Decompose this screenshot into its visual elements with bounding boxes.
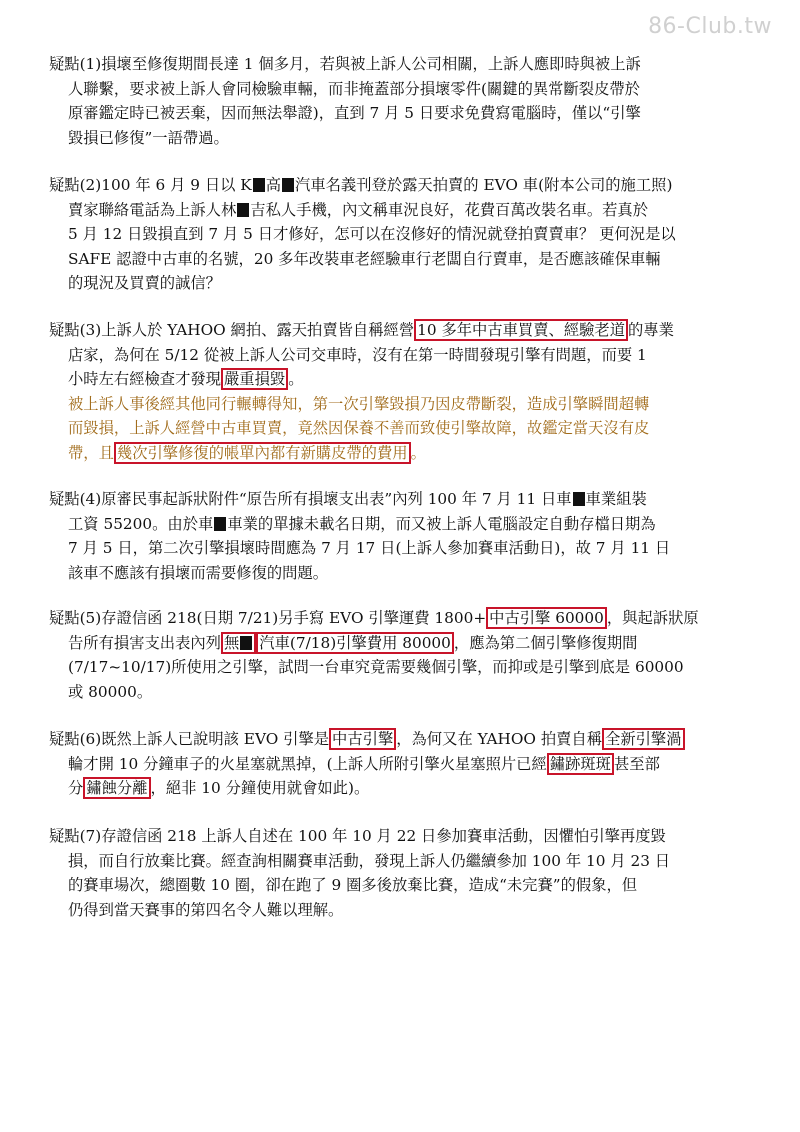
- highlighted-text-line: [49, 392, 757, 417]
- text-segment: 疑點(6)既然上訴人已說明該 EVO 引擎是: [49, 730, 330, 748]
- redaction-block: [282, 178, 294, 192]
- text-segment: 。: [288, 370, 304, 389]
- text-segment: 高: [265, 176, 282, 194]
- boxed-emphasis: 中古引擎 60000: [486, 607, 607, 629]
- text-segment: 損，而自行放棄比賽。經查詢相關賽車活動，發現上訴人仍繼續參加 100 年 10 月 23 日: [68, 851, 671, 870]
- text-segment: 7 月 5 日，第二次引擎損壞時間應為 7 月 17 日(上訴人參加賽車活動日)，故 7 月 11 日: [68, 539, 671, 558]
- boxed-emphasis: 中古引擎: [329, 728, 396, 750]
- text-line: [49, 727, 757, 752]
- text-segment: 疑點(4)原審民事起訴狀附件“原告所有損壞支出表”內列 100 年 7 月 11 日車: [49, 490, 572, 508]
- text-segment: 被上訴人事後經其他同行輾轉得知，第一次引擎毀損乃因皮帶斷裂，造成引擎瞬間超轉: [68, 394, 650, 413]
- redaction-block: [573, 492, 585, 506]
- text-line: [49, 631, 757, 656]
- text-line: [49, 487, 757, 512]
- text-line: [49, 680, 757, 705]
- text-line: [49, 898, 757, 923]
- text-segment: 告所有損害支出表內列: [68, 633, 221, 652]
- boxed-emphasis: 10 多年中古車買賣、經驗老道: [414, 319, 628, 341]
- text-segment: 或 80000。: [68, 682, 153, 701]
- text-segment: 疑點(3)上訴人於 YAHOO 網拍、露天拍賣皆自稱經營: [49, 321, 415, 339]
- text-segment: 原審鑑定時已被丟棄，因而無法舉證)，直到 7 月 5 日要求免費寫電腦時，僅以“引擎: [68, 104, 641, 123]
- text-segment: (7/17~10/17)所使用之引擎，試問一台車究竟需要幾個引擎，而抑或是引擎到底是 60000: [68, 658, 684, 677]
- redaction-block: [237, 203, 249, 217]
- text-segment: 疑點(2)100 年 6 月 9 日以 K: [49, 176, 252, 194]
- text-line: [49, 271, 757, 296]
- redaction-block: [253, 178, 265, 192]
- text-segment: 的專業: [628, 321, 674, 339]
- text-segment: 仍得到當天賽事的第四名令人難以理解。: [68, 900, 344, 919]
- boxed-emphasis: 嚴重損毀: [221, 368, 288, 390]
- text-line: [49, 318, 757, 343]
- text-segment: 5 月 12 日毀損直到 7 月 5 日才修好，怎可以在沒修好的情況就登拍賣賣車？ 更何況是以: [68, 225, 676, 244]
- text-segment: 疑點(5)存證信函 218(日期 7/21)另手寫 EVO 引擎運費 1800+: [49, 609, 487, 627]
- text-line: [49, 536, 757, 561]
- text-line: [49, 776, 757, 801]
- text-segment: ，應為第二個引擎修復期間: [453, 633, 638, 652]
- text-segment: SAFE 認證中古車的名號，20 多年改裝車老經驗車行老闆自行賣車，是否應該確保車輛: [68, 249, 661, 268]
- doubt-paragraph-5: [49, 606, 757, 704]
- text-line: [49, 824, 757, 849]
- text-line: [49, 561, 757, 586]
- text-segment: 的現況及買賣的誠信？: [68, 274, 221, 293]
- boxed-emphasis: 鏽蝕分離: [83, 777, 150, 799]
- doubt-paragraph-1: [49, 52, 757, 150]
- text-line: [49, 752, 757, 777]
- text-line: [49, 247, 757, 272]
- text-line: [49, 101, 757, 126]
- text-segment: 人聯繫，要求被上訴人會同檢驗車輛，而非掩蓋部分損壞零件(關鍵的異常斷裂皮帶於: [68, 79, 640, 98]
- doubt-paragraph-3: [49, 318, 757, 466]
- text-segment: ，與起訴狀原: [606, 609, 699, 627]
- text-segment: 分: [68, 779, 84, 798]
- boxed-emphasis: 無: [221, 632, 256, 654]
- boxed-emphasis: 全新引擎渦: [602, 728, 685, 750]
- text-line: [49, 655, 757, 680]
- text-line: [49, 173, 757, 198]
- redaction-block: [240, 636, 252, 650]
- text-segment: 疑點(7)存證信函 218 上訴人自述在 100 年 10 月 22 日參加賽車活動，因懼怕引擎再度毀: [49, 827, 666, 845]
- text-segment: 汽車名義刊登於露天拍賣的 EVO 車(附本公司的施工照): [295, 176, 673, 194]
- text-segment: 該車不應該有損壞而需要修復的問題。: [68, 563, 329, 582]
- text-segment: 車業組裝: [585, 490, 647, 508]
- text-segment: 工資 55200。由於車: [68, 514, 214, 533]
- text-segment: 帶，且: [68, 443, 114, 462]
- highlighted-text-line: [49, 416, 757, 441]
- text-line: [49, 52, 757, 77]
- site-watermark: 86-Club.tw: [648, 14, 772, 39]
- text-segment: 輪才開 10 分鐘車子的火星塞就黑掉，(上訴人所附引擎火星塞照片已經: [68, 754, 547, 773]
- text-line: [49, 367, 757, 392]
- doubt-paragraph-2: [49, 173, 757, 296]
- text-segment: 。: [410, 443, 426, 462]
- text-line: [49, 873, 757, 898]
- doubt-paragraph-4: [49, 487, 757, 585]
- text-line: [49, 849, 757, 874]
- text-segment: 小時左右經檢查才發現: [68, 370, 221, 389]
- text-segment: 疑點(1)損壞至修復期間長達 1 個多月，若與被上訴人公司相關，上訴人應即時與被上訴: [49, 55, 641, 73]
- doubt-paragraph-6: [49, 727, 757, 801]
- text-segment: 的賽車場次，總圈數 10 圈，卻在跑了 9 圈多後放棄比賽，造成“未完賽”的假象，但: [68, 876, 638, 895]
- boxed-emphasis: 幾次引擎修復的帳單內都有新購皮帶的費用: [114, 442, 411, 464]
- text-segment: ，為何又在 YAHOO 拍賣自稱: [396, 730, 603, 748]
- text-segment: 甚至部: [613, 754, 660, 773]
- text-line: [49, 606, 757, 631]
- text-line: [49, 512, 757, 537]
- text-segment: 吉私人手機，內文稱車況良好，花費百萬改裝名車。若真於: [250, 200, 649, 219]
- text-line: [49, 343, 757, 368]
- boxed-emphasis: 汽車(7/18)引擎費用 80000: [256, 632, 454, 654]
- text-segment: 車業的單據未載名日期，而又被上訴人電腦設定自動存檔日期為: [227, 514, 656, 533]
- text-segment: ，絕非 10 分鐘使用就會如此)。: [150, 779, 370, 798]
- text-segment: 而毀損，上訴人經營中古車買賣，竟然因保養不善而致使引擎故障，故鑑定當天沒有皮: [68, 419, 650, 438]
- highlighted-text-line: [49, 441, 757, 466]
- text-line: [49, 222, 757, 247]
- text-line: [49, 126, 757, 151]
- text-line: [49, 198, 757, 223]
- doubt-paragraph-7: [49, 824, 757, 922]
- boxed-emphasis: 鏽跡斑斑: [547, 753, 614, 775]
- text-line: [49, 77, 757, 102]
- text-segment: 賣家聯絡電話為上訴人林: [68, 200, 237, 219]
- redaction-block: [214, 517, 226, 531]
- text-segment: 毀損已修復”一語帶過。: [68, 128, 229, 147]
- text-segment: 店家，為何在 5/12 從被上訴人公司交車時，沒有在第一時間發現引擎有問題，而要 1: [68, 345, 647, 364]
